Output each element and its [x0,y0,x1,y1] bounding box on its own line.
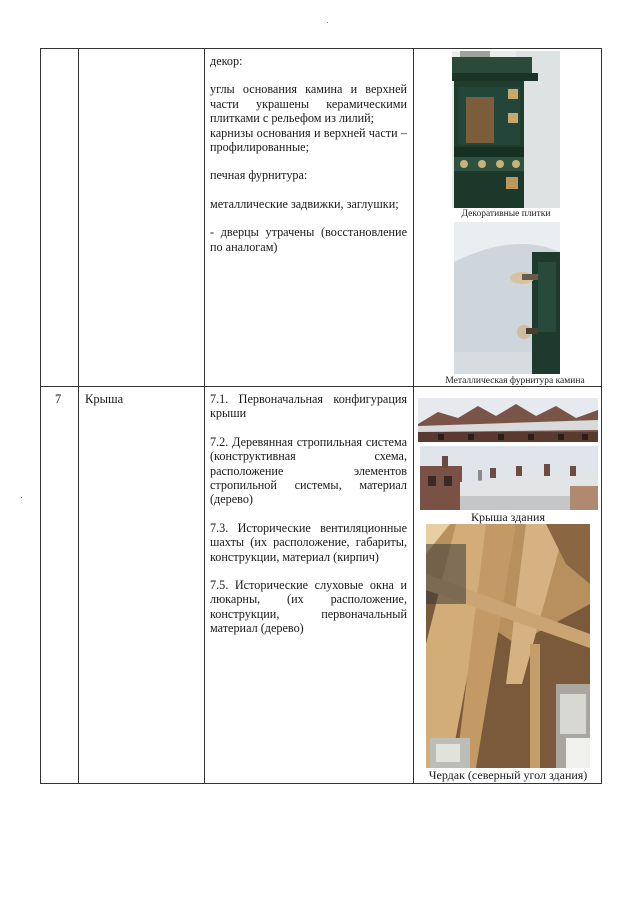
roof-item: 7.2. Деревянная стропильная система (конструктивная схема, расположение элементов стропильной системы, материал (дерево) [210,434,407,507]
table-border-left [40,48,41,784]
caption-attic: Чердак (северный угол здания) [428,768,588,782]
desc-line: углы основания камина и верхней части украшены керамическими плитками с рельефом из лилий; [210,82,407,126]
col-divider-3 [413,48,414,784]
roof-item: 7.1. Первоначальная конфигурация крыши [210,392,407,421]
photo-attic [426,524,590,768]
row-divider [40,386,602,387]
photo-roof-panorama [418,398,598,442]
caption-decorative-tiles: Декоративные плитки [461,209,551,219]
roof-item: 7.3. Исторические вентиляционные шахты (их расположение, габариты, конструкции, материал (кирпич) [210,520,407,564]
photo-decorative-tiles [452,51,560,208]
col-divider-2 [204,48,205,784]
roof-description [210,392,407,636]
scan-speck [327,22,328,23]
roof-item: 7.5. Исторические слуховые окна и люкарны, (их расположение, конструкции, первоначальный материал (дерево) [210,578,407,636]
row-name: Крыша [85,392,124,406]
col-divider-1 [78,48,79,784]
desc-line: металлические задвижки, заглушки; [210,196,399,211]
table-border-bottom [40,783,602,784]
caption-fireplace-fittings: Металлическая фурнитура камина [445,376,585,386]
desc-line: карнизы основания и верхней части – профилированные; [210,125,407,155]
scan-speck [21,497,22,498]
photo-fireplace-fittings [454,222,560,374]
photo-roof-chimneys [420,446,598,510]
row-number: 7 [55,392,62,406]
table-border-right [601,48,602,784]
fireplace-description [210,54,407,254]
table-border-top [40,48,602,49]
desc-line: - дверцы утрачены (восстановление по аналогам) [210,225,407,254]
desc-line: печная фурнитура: [210,168,308,183]
desc-line: декор: [210,54,243,68]
caption-roof: Крыша здания [471,510,545,524]
